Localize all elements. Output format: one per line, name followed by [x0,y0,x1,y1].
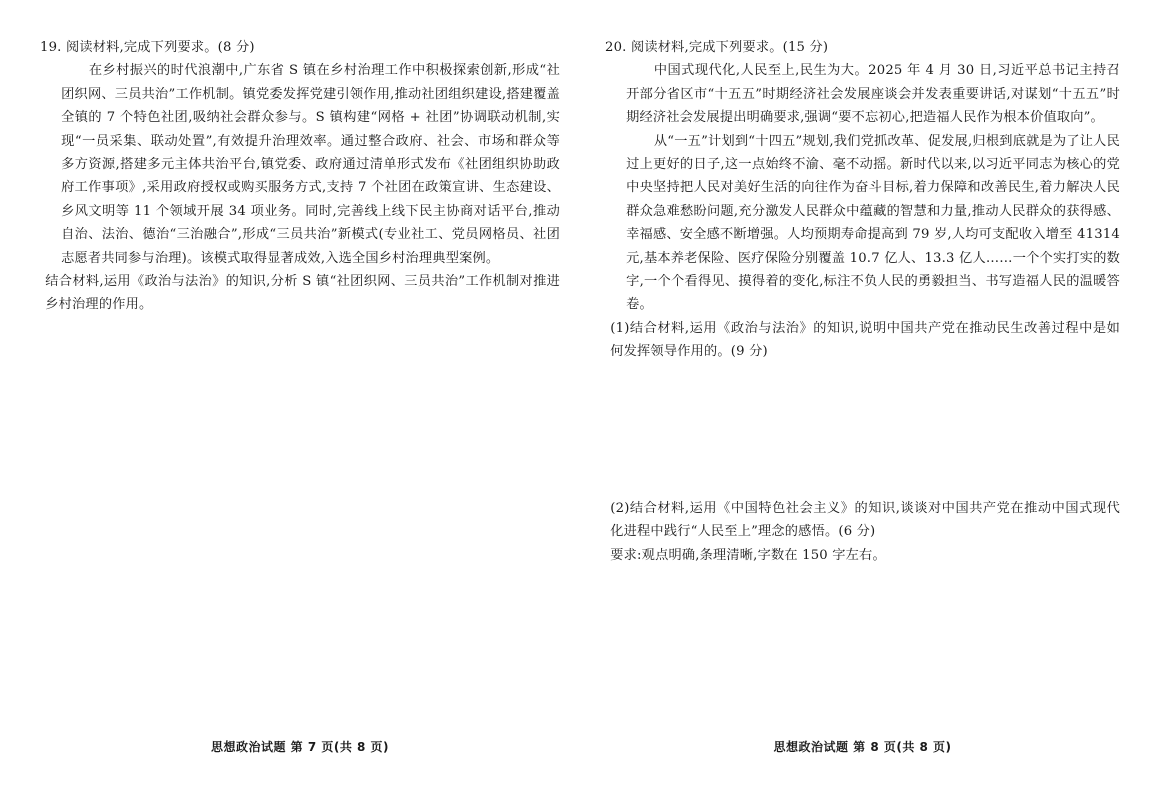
question-20-subquestion-2: (2)结合材料,运用《中国特色社会主义》的知识,谈谈对中国共产党在推动中国式现代化进程中践行“人民至上”理念的感悟。(6 分) [610,501,1120,540]
question-20-heading: 20. 阅读材料,完成下列要求。(15 分) [605,40,829,55]
page-7 [40,0,560,800]
question-19-task: 结合材料,运用《政治与法治》的知识,分析 S 镇“社团织网、三员共治”工作机制对推进乡村治理的作用。 [45,274,560,313]
question-20-part-2 [605,497,1120,567]
question-19-material: 在乡村振兴的时代浪潮中,广东省 S 镇在乡村治理工作中积极探索创新,形成“社团织网、三员共治”工作机制。镇党委发挥党建引领作用,推动社团组织建设,搭建覆盖全镇的 7 个特色社团,吸纳社会群众参与。S 镇构建“网格 + 社团”协调联动机制,实现“一员采集、联动处置”,有效提升治理效率。通过整合政府、社会、市场和群众等多方资源,搭建多元主体共治平台,镇党委、政府通过清单形式发布《社团组织协助政府工作事项》,采用政府授权或购买服务方式,支持 7 个社团在政策宣讲、生态建设、乡风文明等 11 个领域开展 34 项业务。同时,完善线上线下民主协商对话平台,推动自治、法治、德治“三治融合”,形成“三员共治”新模式(专业社工、党员网格员、社团志愿者共同参与治理)。该模式取得显著成效,入选全国乡村治理典型案例。 [61,63,560,266]
question-20 [605,36,1120,364]
question-20-requirement: 要求:观点明确,条理清晰,字数在 150 字左右。 [610,547,886,563]
question-20-paragraph-2: 从“一五”计划到“十四五”规划,我们党抓改革、促发展,归根到底就是为了让人民过上更好的日子,这一点始终不渝、毫不动摇。新时代以来,以习近平同志为核心的党中央坚持把人民对美好生活的向往作为奋斗目标,着力保障和改善民生,着力解决人民群众急难愁盼问题,充分激发人民群众中蕴藏的智慧和力量,推动人民群众的获得感、幸福感、安全感不断增强。人均预期寿命提高到 79 岁,人均可支配收入增至 41314 元,基本养老保险、医疗保险分别覆盖 10.7 亿人、13.3 亿人……一个个实打实的数字,一个个看得见、摸得着的变化,标注不负人民的勇毅担当、书写造福人民的温暖答卷。 [626,133,1120,313]
question-19 [40,36,560,317]
question-20-paragraph-1: 中国式现代化,人民至上,民生为大。2025 年 4 月 30 日,习近平总书记主持召开部分省区市“十五五”时期经济社会发展座谈会并发表重要讲话,对谋划“十五五”时期经济社会发展提出明确要求,强调“要不忘初心,把造福人民作为根本价值取向”。 [626,63,1120,126]
page-8-footer: 思想政治试题 第 8 页(共 8 页) [773,740,952,754]
question-19-heading: 19. 阅读材料,完成下列要求。(8 分) [40,40,255,55]
page-8 [605,0,1120,800]
question-20-subquestion-1: (1)结合材料,运用《政治与法治》的知识,说明中国共产党在推动民生改善过程中是如何发挥领导作用的。(9 分) [610,320,1120,360]
page-7-footer: 思想政治试题 第 7 页(共 8 页) [210,740,390,754]
